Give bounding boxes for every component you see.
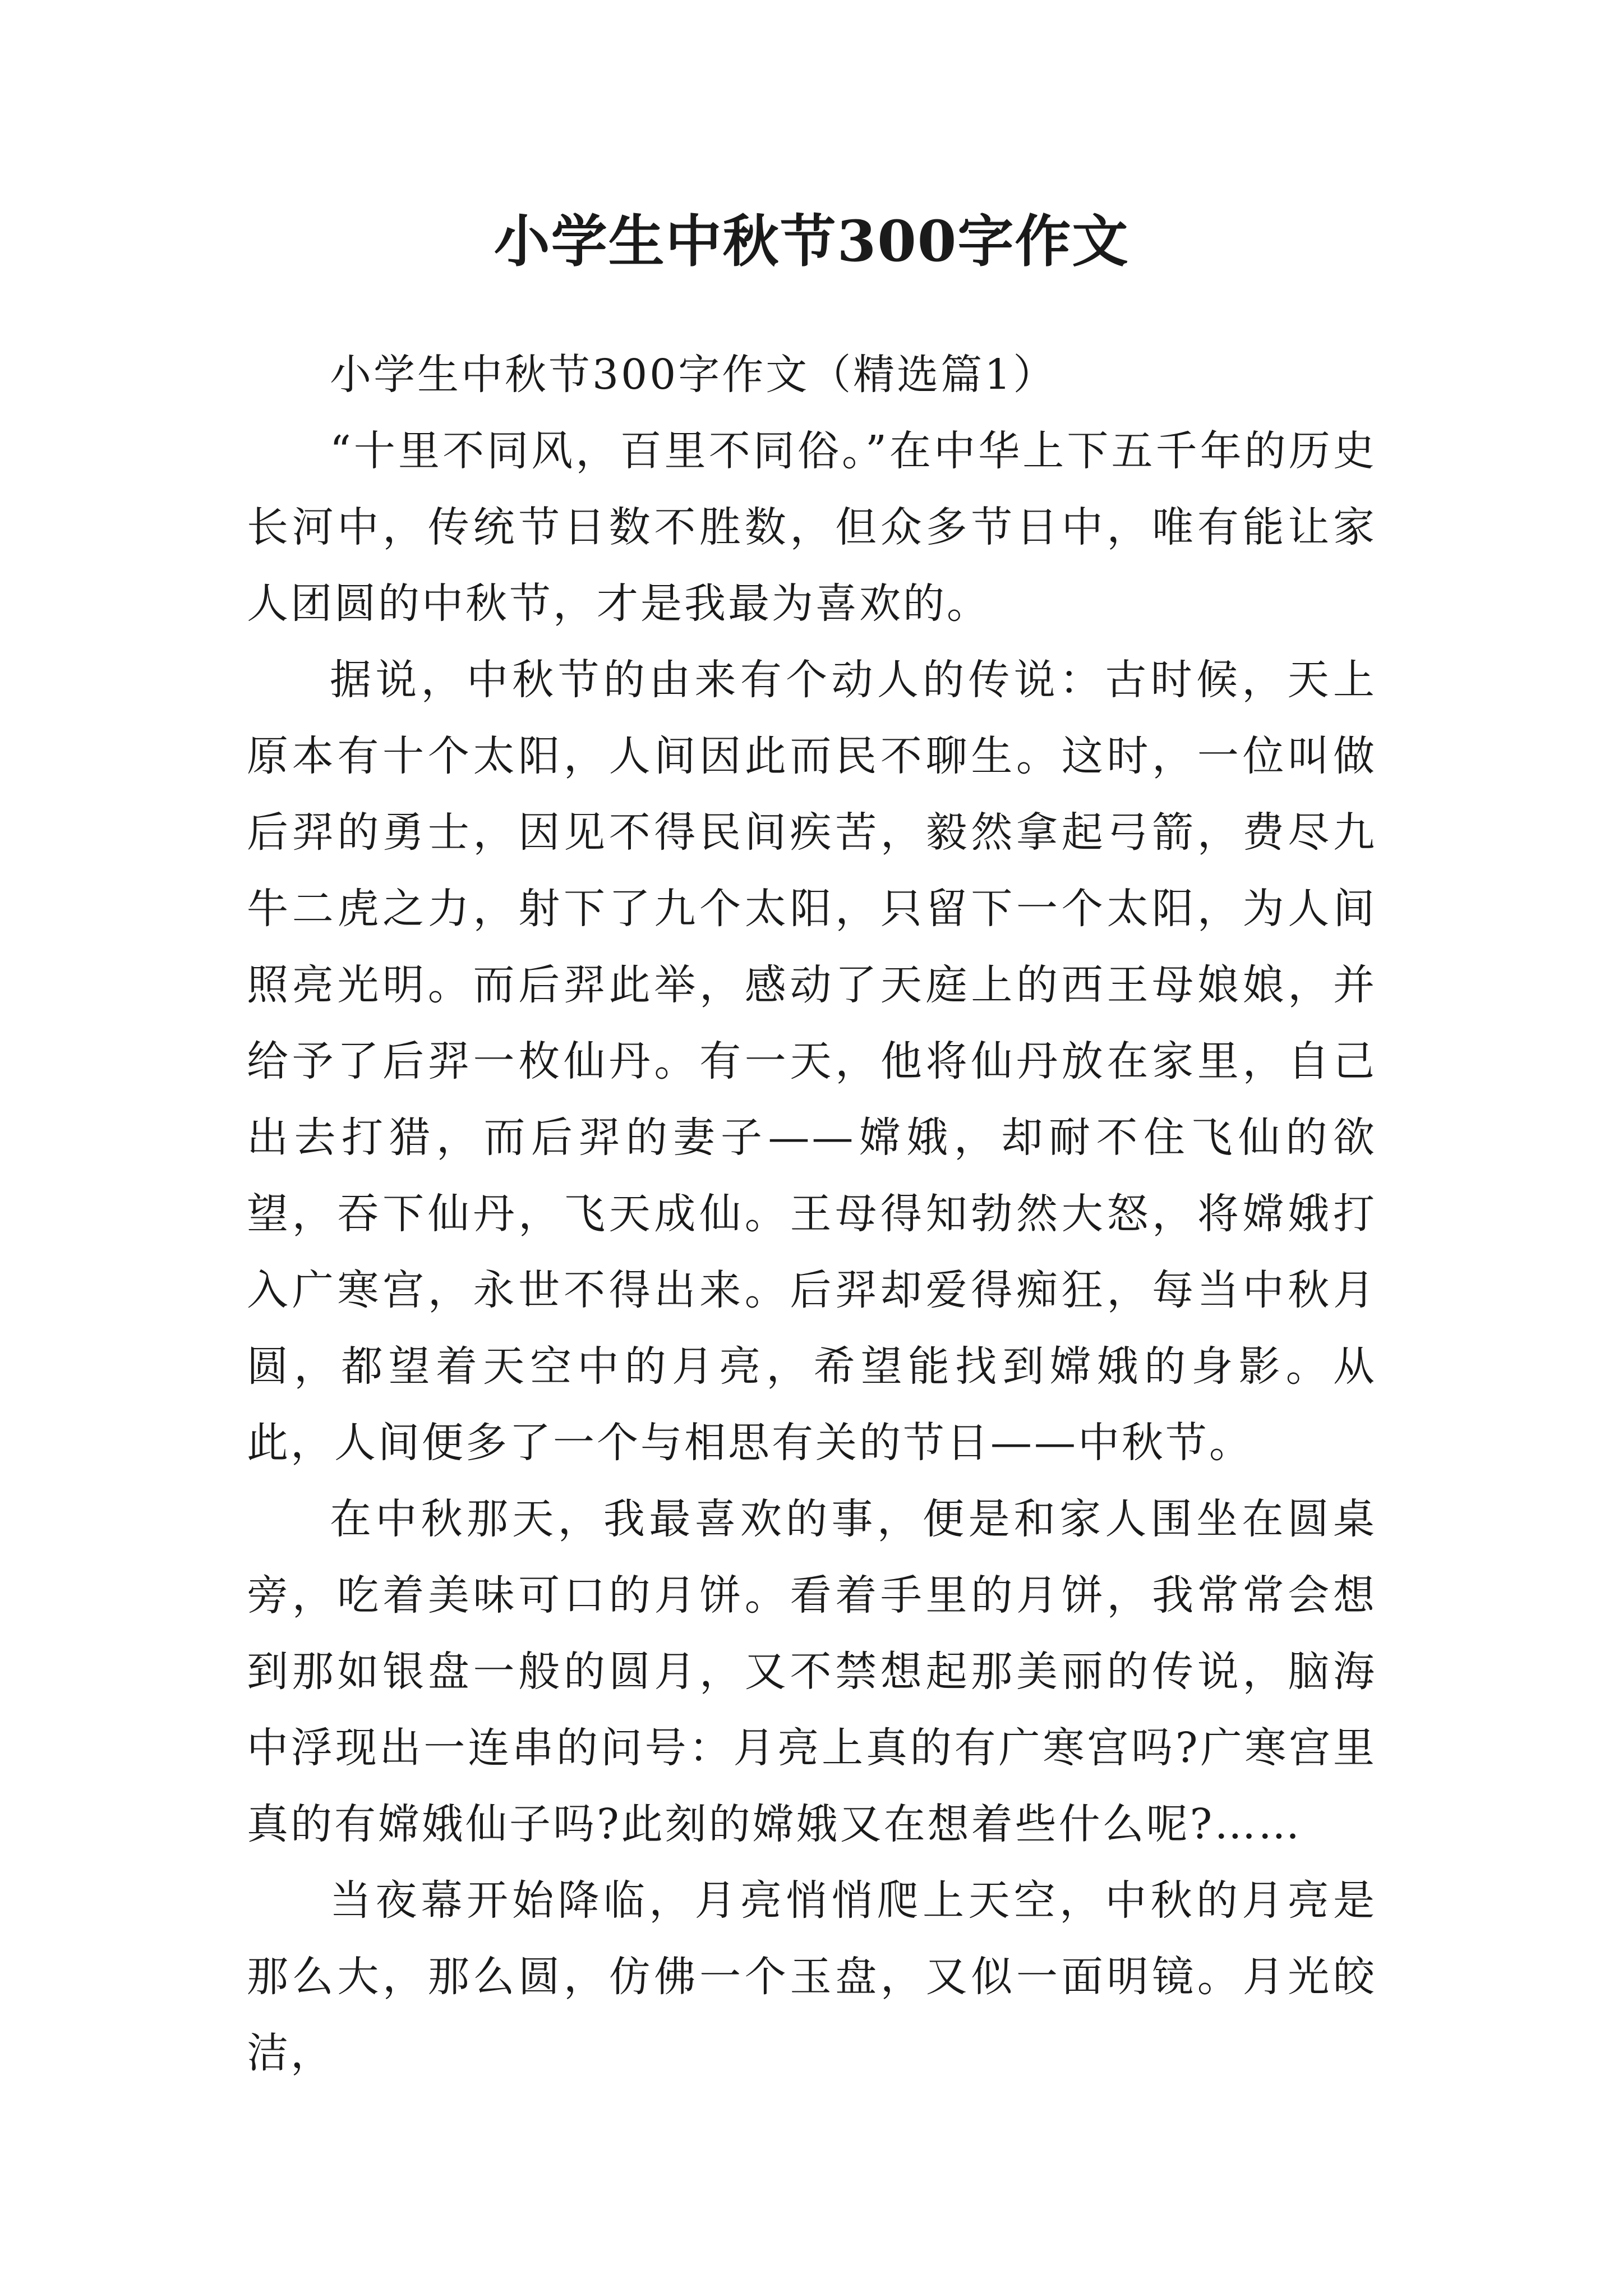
paragraph-4: 当夜幕开始降临，月亮悄悄爬上天空，中秋的月亮是那么大，那么圆，仿佛一个玉盘，又似一面明镜。月光皎洁，	[247, 1876, 1377, 2077]
paragraph-2: 据说，中秋节的由来有个动人的传说：古时候，天上原本有十个太阳，人间因此而民不聊生。这时，一位叫做后羿的勇士，因见不得民间疾苦，毅然拿起弓箭，费尽九牛二虎之力，射下了九个太阳，只留下一个太阳，为人间照亮光明。而后羿此举，感动了天庭上的西王母娘娘，并给予了后羿一枚仙丹。有一天，他将仙丹放在家里，自己出去打猎，而后羿的妻子——嫦娥，却耐不住飞仙的欲望，吞下仙丹，飞天成仙。王母得知勃然大怒，将嫦娥打入广寒宫，永世不得出来。后羿却爱得痴狂，每当中秋月圆，都望着天空中的月亮，希望能找到嫦娥的身影。从此，人间便多了一个与相思有关的节日——中秋节。	[247, 656, 1377, 1467]
document-title: 小学生中秋节300字作文	[494, 208, 1129, 274]
paragraph-1: “十里不同风，百里不同俗。”在中华上下五千年的历史长河中，传统节日数不胜数，但众多节日中，唯有能让家人团圆的中秋节，才是我最为喜欢的。	[247, 427, 1377, 628]
paragraph-3: 在中秋那天，我最喜欢的事，便是和家人围坐在圆桌旁，吃着美味可口的月饼。看着手里的月饼，我常常会想到那如银盘一般的圆月，又不禁想起那美丽的传说，脑海中浮现出一连串的问号：月亮上真的有广寒宫吗?广寒宫里真的有嫦娥仙子吗?此刻的嫦娥又在想着些什么呢?……	[247, 1495, 1377, 1848]
document-body	[247, 337, 1377, 2091]
section-heading: 小学生中秋节300字作文（精选篇1）	[330, 351, 1057, 399]
